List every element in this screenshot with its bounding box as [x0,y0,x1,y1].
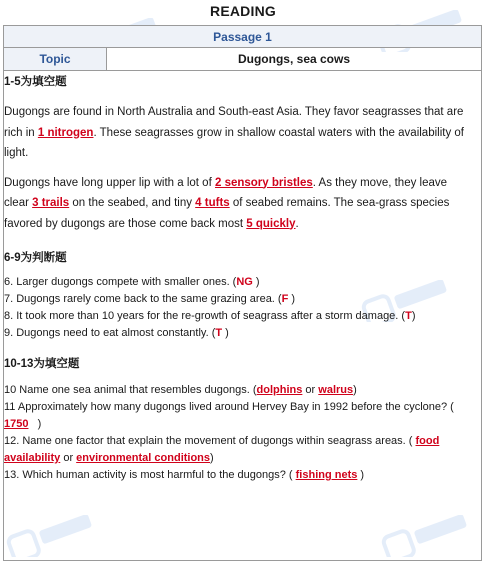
answer-10b: walrus [318,384,354,396]
paragraph-text: of seabed remains. The sea-grass species favored by dugongs are those come back most [4,197,450,230]
section-heading-10-13: 10-13为填空题 [4,358,80,370]
answer-11: 1750 [4,418,29,430]
question-8 [4,308,474,325]
section-heading-1-5: 1-5为填空题 [4,76,67,88]
question-text: ) [288,293,296,305]
section-heading-6-9: 6-9为判断题 [4,252,67,264]
question-text: 12. Name one factor that explain the movement of dugongs within seagrass areas. ( [4,435,416,447]
question-text: 13. Which human activity is most harmful to the dugongs? ( [4,469,296,481]
question-text: or [302,384,319,396]
answer-12a: food availability [4,435,440,464]
answer-10a: dolphins [256,384,303,396]
answer-12b: environmental conditions [76,452,211,464]
question-9 [4,325,474,342]
question-text: ) [411,310,416,322]
answer-8: T [405,310,412,322]
answer-7: F [281,293,289,305]
question-text: or [60,452,77,464]
question-text: 7. Dugongs rarely come back to the same grazing area. ( [4,293,282,305]
answer-content [4,74,474,484]
question-text: 8. It took more than 10 years for the re-growth of seagrass after a storm damage. ( [4,310,406,322]
question-text: ) [357,469,365,481]
answer-4: 4 tufts [195,197,230,209]
paragraph-1 [4,102,474,164]
topic-row [4,48,481,71]
answer-6: NG [236,276,253,288]
question-text: ) [210,452,214,464]
question-7 [4,291,474,308]
question-text: 9. Dugongs need to eat almost constantly. ( [4,327,216,339]
question-text: ) [353,384,357,396]
paragraph-text: . As they move, they leave clear [4,176,448,209]
passage-header: Passage 1 [4,26,481,48]
page-title: READING [210,3,276,19]
question-text: 6. Larger dugongs compete with smaller ones. ( [4,276,237,288]
question-text: 10 Name one sea animal that resembles dugongs. ( [4,384,257,396]
question-text: ) [222,327,229,339]
answer-9: T [215,327,223,339]
question-text: ) [28,418,42,430]
paragraph-text: . [295,217,299,230]
question-13 [4,467,474,484]
question-text: 11 Approximately how many dugongs lived around Hervey Bay in 1992 before the cyclone? ( [4,401,454,413]
topic-value: Dugongs, sea cows [237,52,351,66]
paragraph-text: Dugongs are found in North Australia and South-east Asia. They favor seagrasses that are rich in [4,106,464,139]
question-10 [4,382,474,399]
answer-13: fishing nets [295,469,358,481]
question-12 [4,433,474,467]
question-11 [4,399,474,433]
answer-5: 5 quickly [246,217,296,230]
topic-label: Topic [4,48,107,70]
answer-3: 3 trails [32,197,70,209]
answer-2: 2 sensory bristles [214,176,313,189]
paragraph-text: . These seagrasses grow in shallow coastal waters with the availability of light. [4,126,464,159]
question-text: ) [252,276,260,288]
question-6 [4,274,474,291]
paragraph-2 [4,173,474,235]
paragraph-text: Dugongs have long upper lip with a lot of [4,176,215,189]
paragraph-text: on the seabed, and tiny [69,197,196,209]
answer-1: 1 nitrogen [37,126,94,139]
